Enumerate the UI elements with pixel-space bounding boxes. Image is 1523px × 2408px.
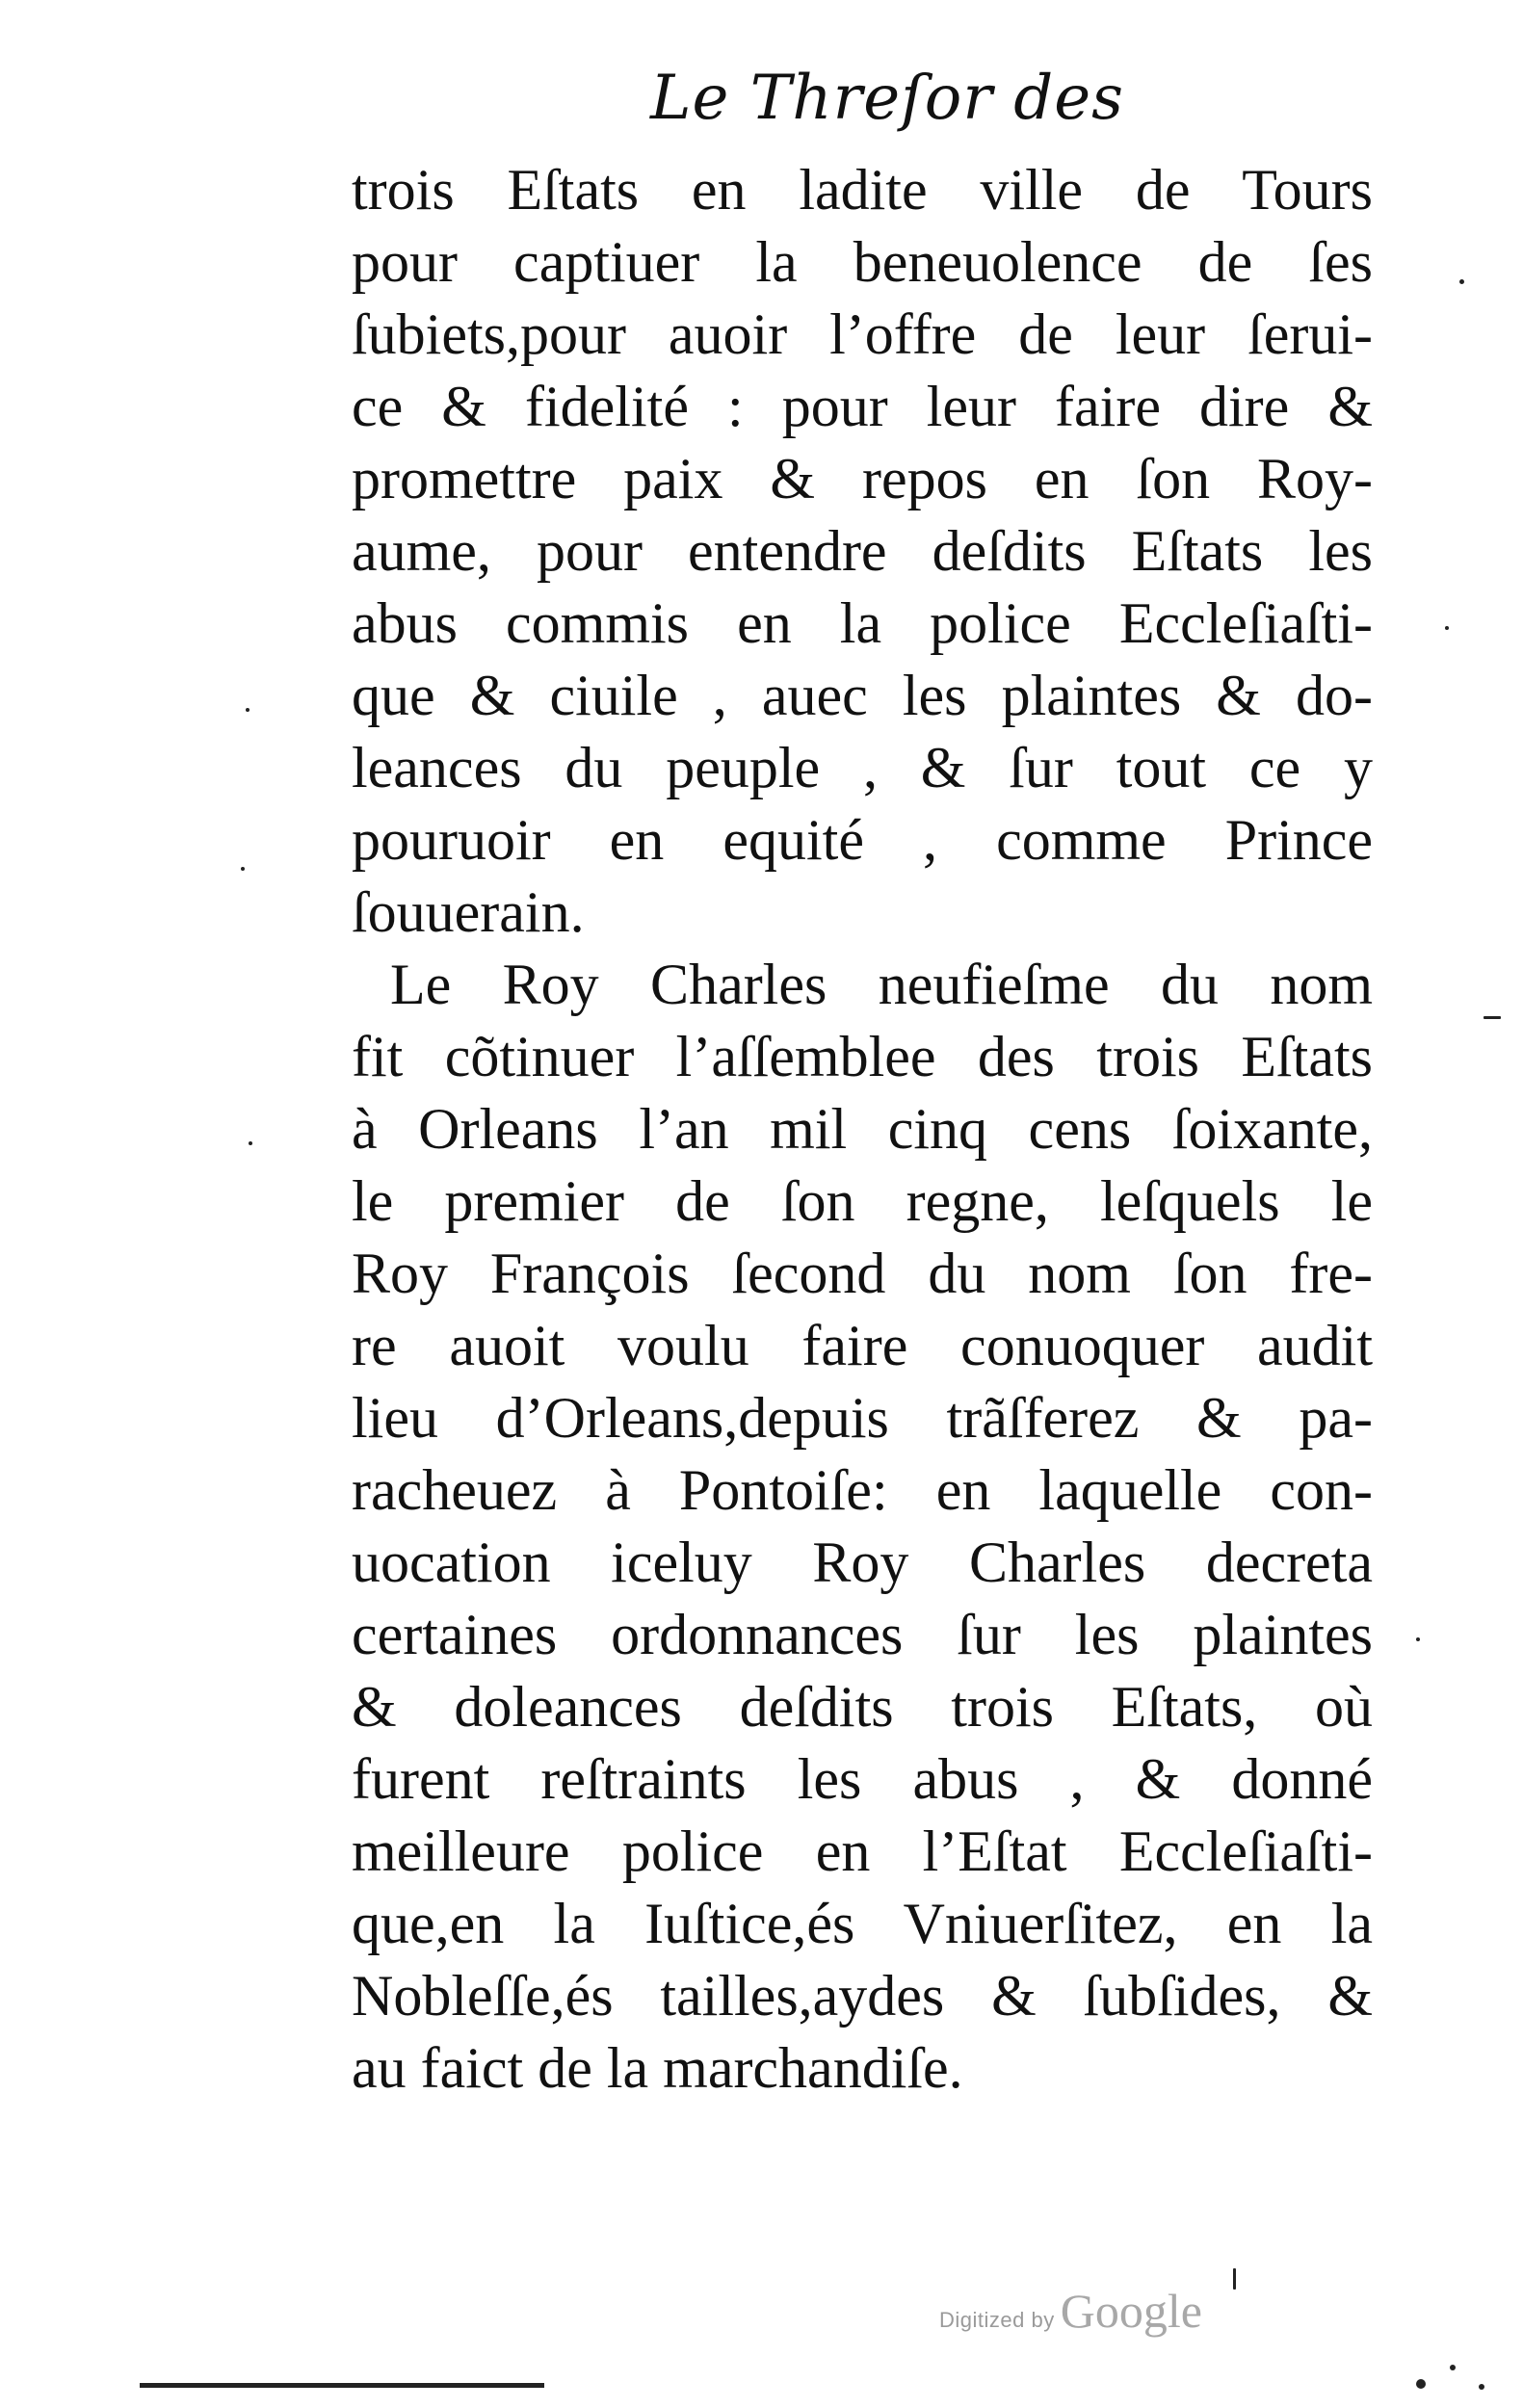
- text-line: que,en la Iuſtice,és Vniuerſitez, en la: [352, 1892, 1373, 1955]
- speck: [1459, 279, 1464, 284]
- text-line: pouruoir en equité , comme Prince: [352, 808, 1373, 872]
- speck: [1479, 2384, 1484, 2390]
- text-line: trois Eſtats en ladite ville de Tours: [352, 158, 1373, 222]
- text-line: re auoit voulu faire conuoquer audit: [352, 1314, 1373, 1377]
- speck: [1416, 2379, 1426, 2389]
- speck: [241, 867, 245, 871]
- text-line: racheuez à Pontoiſe: en laquelle con-: [352, 1458, 1373, 1522]
- speck: [1445, 626, 1449, 630]
- text-line: ſouuerain.: [352, 880, 585, 944]
- text-line: uocation iceluy Roy Charles decreta: [352, 1531, 1373, 1594]
- text-line: Roy François ſecond du nom ſon fre-: [352, 1242, 1373, 1305]
- text-line: fit cõtinuer l’aſſemblee des trois Eſtats: [352, 1025, 1373, 1088]
- google-logo: Google: [1060, 2284, 1202, 2338]
- speck: [1484, 1016, 1501, 1019]
- body-text: [352, 154, 1373, 2105]
- text-line: ce & fidelité : pour leur faire dire &: [352, 375, 1373, 438]
- text-line: Nobleſſe,és tailles,aydes & ſubſides, &: [352, 1964, 1373, 2028]
- speck: [246, 708, 249, 712]
- watermark-prefix: Digitized by: [939, 2308, 1055, 2332]
- text-line: ſubiets,pour auoir l’offre de leur ſerui-: [352, 302, 1373, 366]
- text-line: leances du peuple , & ſur tout ce y: [352, 736, 1373, 799]
- speck: [1450, 2365, 1456, 2370]
- text-line: au faict de la marchandiſe.: [352, 2036, 963, 2100]
- text-line: meilleure police en l’Eſtat Eccleſiaſti-: [352, 1819, 1373, 1883]
- page-edge-rule: [140, 2383, 544, 2388]
- digitization-watermark: [939, 2283, 1202, 2339]
- text-line: & doleances deſdits trois Eſtats, où: [352, 1675, 1373, 1739]
- text-line: lieu d’Orleans,depuis trãſferez & pa-: [352, 1386, 1373, 1450]
- text-line: à Orleans l’an mil cinq cens ſoixante,: [352, 1097, 1373, 1161]
- text-line: furent reſtraints les abus , & donné: [352, 1747, 1373, 1811]
- text-line: aume, pour entendre deſdits Eſtats les: [352, 519, 1373, 583]
- text-line: que & ciuile , auec les plaintes & do-: [352, 664, 1373, 727]
- text-line: promettre paix & repos en ſon Roy-: [352, 447, 1373, 510]
- speck: [249, 1141, 252, 1145]
- speck: [1416, 1637, 1420, 1641]
- text-line: abus commis en la police Eccleſiaſti-: [352, 591, 1373, 655]
- text-line: pour captiuer la beneuolence de ſes: [352, 230, 1373, 294]
- speck: [1233, 2268, 1236, 2290]
- text-line: certaines ordonnances ſur les plaintes: [352, 1603, 1373, 1666]
- text-line: le premier de ſon regne, leſquels le: [352, 1169, 1373, 1233]
- text-line: Le Roy Charles neufieſme du nom: [390, 953, 1373, 1016]
- running-head-title: Le Threſor des: [650, 63, 1124, 134]
